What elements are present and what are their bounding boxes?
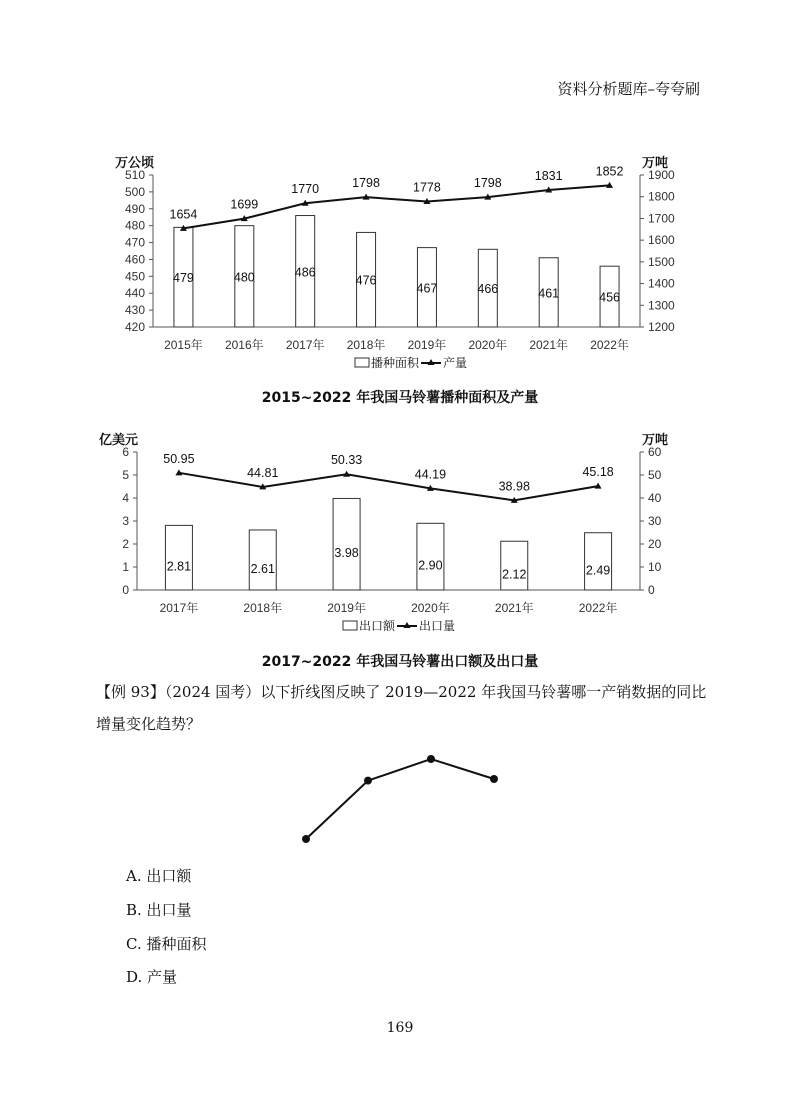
- x-tick-label: 2021年: [494, 601, 534, 615]
- trend-sketch: [0, 745, 800, 855]
- bar-value-label: 2.90: [418, 558, 443, 573]
- question-source: （2024 国考）: [164, 683, 261, 701]
- bar: [333, 498, 360, 590]
- option-a[interactable]: A. 出口额: [126, 867, 192, 885]
- line-value-label: 1654: [169, 207, 198, 222]
- x-tick-label: 2017年: [285, 338, 325, 352]
- left-tick-label: 440: [124, 286, 145, 301]
- right-tick-label: 40: [648, 491, 662, 505]
- left-axis-unit: 万公顷: [115, 156, 155, 171]
- left-tick-label: 3: [122, 514, 129, 528]
- left-tick-label: 5: [122, 468, 129, 482]
- bar-value-label: 480: [233, 270, 255, 285]
- line-value-label: 45.18: [582, 465, 614, 480]
- right-axis-unit: 万吨: [642, 156, 669, 171]
- bar-value-label: 467: [416, 281, 438, 296]
- bar-value-label: 486: [294, 265, 316, 280]
- left-tick-label: 470: [124, 235, 145, 250]
- bar: [585, 533, 612, 590]
- legend-bar-label: 播种面积: [371, 356, 420, 370]
- left-tick-label: 500: [124, 184, 145, 199]
- sketch-point: [302, 835, 310, 843]
- left-tick-label: 420: [124, 320, 145, 334]
- bar-value-label: 2.12: [502, 567, 527, 582]
- legend-bar-swatch: [355, 358, 369, 367]
- right-tick-label: 1900: [648, 168, 675, 182]
- chart2-title: 2017~2022 年我国马铃薯出口额及出口量: [261, 654, 539, 670]
- x-tick-label: 2020年: [411, 601, 450, 615]
- left-tick-label: 480: [124, 218, 145, 233]
- right-tick-label: 30: [648, 514, 662, 528]
- bar-value-label: 2.81: [166, 559, 192, 574]
- sketch-point: [490, 775, 498, 783]
- chart-export: [0, 415, 800, 645]
- bar-value-label: 479: [173, 271, 194, 286]
- right-tick-label: 1500: [648, 254, 675, 269]
- right-tick-label: 0: [648, 583, 655, 597]
- left-tick-label: 450: [124, 269, 145, 284]
- x-tick-label: 2019年: [327, 601, 366, 615]
- line-value-label: 44.81: [247, 465, 279, 480]
- chart1-title: 2015~2022 年我国马铃薯播种面积及产量: [261, 390, 539, 406]
- left-tick-label: 460: [124, 252, 145, 267]
- question-text: [96, 676, 716, 740]
- x-tick-label: 2022年: [578, 601, 618, 615]
- bar: [249, 530, 276, 590]
- line-value-label: 44.19: [414, 467, 447, 482]
- bar: [165, 525, 192, 590]
- left-tick-label: 4: [122, 491, 129, 505]
- bar-value-label: 476: [355, 273, 377, 288]
- legend-bar-swatch: [343, 621, 357, 630]
- bar: [417, 523, 444, 590]
- line-value-label: 1699: [230, 197, 259, 212]
- option-b[interactable]: B. 出口量: [126, 901, 192, 919]
- right-tick-label: 50: [648, 468, 662, 482]
- x-tick-label: 2017年: [159, 601, 199, 615]
- bar-value-label: 3.98: [334, 546, 359, 561]
- option-d[interactable]: D. 产量: [126, 968, 178, 986]
- x-tick-label: 2018年: [243, 601, 283, 615]
- option-c[interactable]: C. 播种面积: [126, 935, 207, 953]
- question-body: 以下折线图反映了 2019—2022 年我国马铃薯哪一产销数据的同比增量变化趋势？: [96, 683, 707, 733]
- bar-value-label: 466: [477, 282, 499, 297]
- right-tick-label: 60: [648, 445, 662, 459]
- bar-value-label: 2.61: [250, 561, 275, 576]
- question-prefix: 【例 93】: [96, 683, 165, 701]
- x-tick-label: 2018年: [346, 338, 386, 352]
- left-axis-unit: 亿美元: [99, 433, 139, 448]
- x-tick-label: 2021年: [529, 338, 569, 352]
- left-tick-label: 2: [122, 537, 129, 551]
- sketch-line: [306, 759, 494, 839]
- left-tick-label: 430: [124, 303, 145, 318]
- line-value-label: 38.98: [498, 479, 530, 494]
- x-tick-label: 2019年: [407, 338, 447, 352]
- right-axis-unit: 万吨: [642, 433, 669, 448]
- right-tick-label: 10: [648, 560, 662, 574]
- x-tick-label: 2015年: [164, 338, 203, 352]
- line-value-label: 1770: [291, 182, 320, 197]
- bar-value-label: 461: [538, 286, 560, 301]
- legend-bar-label: 出口额: [359, 619, 396, 633]
- header-title: 资料分析题库–夸夸刷: [557, 80, 700, 98]
- right-tick-label: 1300: [648, 298, 675, 313]
- bar: [501, 541, 528, 590]
- line-value-label: 50.33: [330, 453, 363, 468]
- sketch-point: [364, 777, 372, 785]
- left-tick-label: 0: [122, 583, 129, 597]
- x-tick-label: 2020年: [468, 338, 508, 352]
- line-value-label: 50.95: [163, 451, 195, 466]
- x-tick-label: 2016年: [224, 338, 264, 352]
- left-tick-label: 6: [122, 445, 129, 459]
- line-value-label: 1778: [413, 180, 441, 195]
- page-number: 169: [386, 1020, 414, 1036]
- right-tick-label: 1700: [648, 211, 675, 226]
- legend-line-label: 产量: [443, 356, 468, 370]
- right-tick-label: 1200: [648, 320, 675, 334]
- right-tick-label: 20: [648, 537, 662, 551]
- line-value-label: 1852: [595, 164, 624, 179]
- line-value-label: 1798: [473, 176, 502, 191]
- right-tick-label: 1400: [648, 276, 675, 291]
- line-value-label: 1798: [352, 176, 380, 191]
- line-series: [179, 473, 598, 501]
- bar-value-label: 456: [599, 290, 620, 305]
- left-tick-label: 510: [124, 168, 145, 182]
- right-tick-label: 1800: [648, 189, 675, 204]
- left-tick-label: 1: [122, 560, 129, 574]
- legend-line-label: 出口量: [419, 619, 456, 633]
- x-tick-label: 2022年: [590, 338, 629, 352]
- sketch-point: [427, 755, 435, 763]
- line-value-label: 1831: [534, 168, 563, 183]
- chart-area-production: [0, 140, 800, 370]
- left-tick-label: 490: [124, 201, 145, 216]
- right-tick-label: 1600: [648, 233, 675, 248]
- bar-value-label: 2.49: [585, 563, 611, 578]
